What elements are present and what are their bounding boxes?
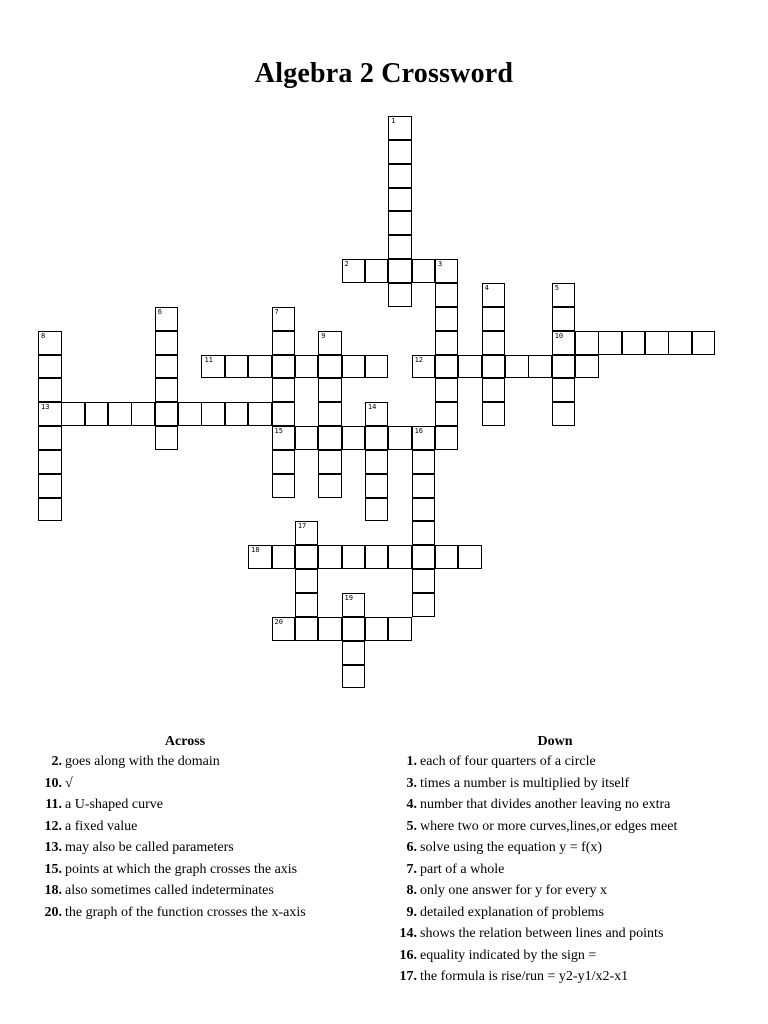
clue-number-label: 13. xyxy=(44,840,62,855)
grid-cell[interactable] xyxy=(365,259,389,283)
clue-item xyxy=(40,751,330,773)
grid-cell[interactable] xyxy=(388,140,412,164)
clue-number-label: 14. xyxy=(399,926,417,941)
grid-cell[interactable] xyxy=(38,426,62,450)
grid-cell[interactable] xyxy=(388,235,412,259)
grid-cell[interactable] xyxy=(412,450,436,474)
clue-number: 3 xyxy=(437,260,443,269)
grid-cell[interactable] xyxy=(342,355,366,379)
grid-cell[interactable] xyxy=(342,426,366,450)
clue-text: also sometimes called indeterminates xyxy=(65,883,274,898)
grid-cell[interactable] xyxy=(295,426,319,450)
grid-cell[interactable] xyxy=(388,188,412,212)
grid-cell[interactable] xyxy=(435,331,459,355)
clue-number-label: 6. xyxy=(406,840,417,855)
grid-cell[interactable] xyxy=(365,474,389,498)
grid-cell[interactable] xyxy=(365,402,389,426)
down-clues xyxy=(395,733,715,988)
grid-cell[interactable] xyxy=(295,521,319,545)
grid-cell[interactable] xyxy=(155,331,179,355)
grid-cell[interactable] xyxy=(295,355,319,379)
clue-number-label: 12. xyxy=(44,818,62,834)
clue-number-label: 15. xyxy=(44,861,62,877)
grid-cell[interactable] xyxy=(412,569,436,593)
clue-item xyxy=(40,902,330,924)
clue-text: goes along with the domain xyxy=(65,754,220,769)
clue-item xyxy=(40,880,330,902)
grid-cell[interactable] xyxy=(272,474,296,498)
clue-number-label: 10. xyxy=(44,775,62,791)
grid-cell[interactable] xyxy=(342,617,366,641)
grid-cell[interactable] xyxy=(272,617,296,641)
clue-item xyxy=(40,773,330,795)
grid-cell[interactable] xyxy=(295,617,319,641)
clue-text: each of four quarters of a circle xyxy=(420,754,596,769)
clue-number: 10 xyxy=(554,331,564,340)
clue-text: times a number is multiplied by itself xyxy=(420,775,630,791)
grid-cell[interactable] xyxy=(272,307,296,331)
clue-item xyxy=(40,837,330,859)
grid-cell[interactable] xyxy=(435,283,459,307)
grid-cell[interactable] xyxy=(435,378,459,402)
grid-cell[interactable] xyxy=(38,378,62,402)
clue-text: the graph of the function crosses the x-axis xyxy=(65,904,306,920)
grid-cell[interactable] xyxy=(435,259,459,283)
clue-text: part of a whole xyxy=(420,861,505,877)
grid-cell[interactable] xyxy=(295,545,319,569)
grid-cell[interactable] xyxy=(388,116,412,140)
clue-number: 16 xyxy=(414,427,424,436)
clue-number-label: 20. xyxy=(44,904,62,920)
grid-cell[interactable] xyxy=(365,355,389,379)
clue-number-label: 4. xyxy=(406,797,417,812)
clue-number-label: 9. xyxy=(406,904,417,920)
grid-cell[interactable] xyxy=(272,450,296,474)
grid-cell[interactable] xyxy=(412,426,436,450)
grid-cell[interactable] xyxy=(412,355,436,379)
grid-cell[interactable] xyxy=(435,355,459,379)
clue-item xyxy=(395,751,715,773)
grid-cell[interactable] xyxy=(342,665,366,689)
grid-cell[interactable] xyxy=(318,331,342,355)
grid-cell[interactable] xyxy=(272,331,296,355)
clue-text: detailed explanation of problems xyxy=(420,904,604,920)
clue-item xyxy=(395,945,715,967)
grid-cell[interactable] xyxy=(622,331,646,355)
clue-text: √ xyxy=(65,775,73,791)
grid-cell[interactable] xyxy=(645,331,669,355)
grid-cell[interactable] xyxy=(388,283,412,307)
grid-cell[interactable] xyxy=(38,402,62,426)
grid-cell[interactable] xyxy=(38,474,62,498)
clue-item xyxy=(395,816,715,838)
grid-cell[interactable] xyxy=(318,545,342,569)
clue-number: 12 xyxy=(414,355,424,364)
grid-cell[interactable] xyxy=(552,331,576,355)
clue-text: a U-shaped curve xyxy=(65,797,163,812)
grid-cell[interactable] xyxy=(318,450,342,474)
grid-cell[interactable] xyxy=(155,307,179,331)
grid-cell[interactable] xyxy=(225,355,249,379)
clue-item xyxy=(395,880,715,902)
grid-cell[interactable] xyxy=(155,378,179,402)
grid-cell[interactable] xyxy=(342,593,366,617)
clue-text: number that divides another leaving no extra xyxy=(420,797,671,812)
clue-item xyxy=(395,923,715,945)
grid-cell[interactable] xyxy=(482,331,506,355)
grid-cell[interactable] xyxy=(248,545,272,569)
grid-cell[interactable] xyxy=(38,355,62,379)
clue-number: 20 xyxy=(274,617,283,626)
grid-cell[interactable] xyxy=(318,402,342,426)
grid-cell[interactable] xyxy=(248,355,272,379)
clue-text: shows the relation between lines and points xyxy=(420,926,664,941)
grid-cell[interactable] xyxy=(552,402,576,426)
clue-number-label: 18. xyxy=(44,883,62,898)
clue-item xyxy=(40,794,330,816)
grid-cell[interactable] xyxy=(318,355,342,379)
across-clue-list xyxy=(40,751,330,923)
grid-cell[interactable] xyxy=(318,378,342,402)
clue-number: 2 xyxy=(344,260,349,269)
grid-cell[interactable] xyxy=(61,402,85,426)
grid-cell[interactable] xyxy=(412,521,436,545)
clue-number-label: 7. xyxy=(406,861,417,877)
grid-cell[interactable] xyxy=(388,545,412,569)
clue-number: 13 xyxy=(41,403,50,412)
clue-number: 14 xyxy=(367,403,377,412)
grid-cell[interactable] xyxy=(342,259,366,283)
grid-cell[interactable] xyxy=(201,355,225,379)
grid-cell[interactable] xyxy=(131,402,155,426)
clue-text: only one answer for y for every x xyxy=(420,883,607,898)
grid-cell[interactable] xyxy=(575,331,599,355)
grid-cell[interactable] xyxy=(412,593,436,617)
clue-number: 5 xyxy=(554,283,559,292)
clue-number: 8 xyxy=(41,331,46,340)
grid-cell[interactable] xyxy=(435,426,459,450)
clue-item xyxy=(40,859,330,881)
grid-cell[interactable] xyxy=(342,545,366,569)
grid-cell[interactable] xyxy=(552,307,576,331)
clue-item xyxy=(395,837,715,859)
grid-cell[interactable] xyxy=(201,402,225,426)
grid-cell[interactable] xyxy=(272,378,296,402)
grid-cell[interactable] xyxy=(598,331,622,355)
grid-cell[interactable] xyxy=(388,164,412,188)
clue-text: may also be called parameters xyxy=(65,840,234,855)
clue-number: 1 xyxy=(391,117,396,125)
grid-cell[interactable] xyxy=(272,355,296,379)
grid-cell[interactable] xyxy=(388,426,412,450)
grid-cell[interactable] xyxy=(482,307,506,331)
clue-number: 6 xyxy=(157,307,162,316)
grid-cell[interactable] xyxy=(365,498,389,522)
grid-cell[interactable] xyxy=(85,402,109,426)
clue-text: points at which the graph crosses the axis xyxy=(65,861,298,877)
clue-text: equality indicated by the sign = xyxy=(420,947,597,963)
grid-cell[interactable] xyxy=(552,355,576,379)
grid-cell[interactable] xyxy=(365,545,389,569)
grid-cell[interactable] xyxy=(435,307,459,331)
clue-number-label: 5. xyxy=(406,818,417,834)
grid-cell[interactable] xyxy=(38,331,62,355)
clue-text: solve using the equation y = f(x) xyxy=(420,840,603,855)
grid-cell[interactable] xyxy=(692,331,716,355)
grid-cell[interactable] xyxy=(388,211,412,235)
grid-cell[interactable] xyxy=(155,402,179,426)
clue-item xyxy=(395,794,715,816)
clue-number: 9 xyxy=(321,331,326,340)
across-clues xyxy=(40,733,330,923)
clue-item xyxy=(395,902,715,924)
grid-cell[interactable] xyxy=(108,402,132,426)
clue-item xyxy=(40,816,330,838)
grid-cell[interactable] xyxy=(528,355,552,379)
grid-cell[interactable] xyxy=(225,402,249,426)
grid-cell[interactable] xyxy=(435,402,459,426)
clue-number: 11 xyxy=(204,355,213,364)
clue-item xyxy=(395,859,715,881)
clue-text: the formula is rise/run = y2-y1/x2-x1 xyxy=(420,969,629,984)
grid-cell[interactable] xyxy=(248,402,272,426)
grid-cell[interactable] xyxy=(155,426,179,450)
grid-cell[interactable] xyxy=(575,355,599,379)
grid-cell[interactable] xyxy=(272,545,296,569)
grid-cell[interactable] xyxy=(412,259,436,283)
grid-cell[interactable] xyxy=(435,545,459,569)
grid-cell[interactable] xyxy=(318,617,342,641)
grid-cell[interactable] xyxy=(342,641,366,665)
grid-cell[interactable] xyxy=(388,259,412,283)
grid-cell[interactable] xyxy=(178,402,202,426)
page-title: Algebra 2 Crossword xyxy=(254,58,514,89)
grid-cell[interactable] xyxy=(482,355,506,379)
clue-number: 15 xyxy=(274,427,283,436)
clue-number-label: 16. xyxy=(399,947,417,963)
grid-cell[interactable] xyxy=(412,474,436,498)
clue-number-label: 2. xyxy=(51,754,62,769)
clue-number: 4 xyxy=(484,283,489,292)
grid-cell[interactable] xyxy=(482,402,506,426)
grid-cell[interactable] xyxy=(318,426,342,450)
grid-cell[interactable] xyxy=(552,378,576,402)
clue-number-label: 11. xyxy=(45,797,62,812)
clue-number: 18 xyxy=(251,546,260,555)
across-heading: Across xyxy=(164,734,206,749)
grid-cell[interactable] xyxy=(272,402,296,426)
clue-number: 7 xyxy=(274,307,279,316)
grid-cell[interactable] xyxy=(482,283,506,307)
grid-cell[interactable] xyxy=(365,450,389,474)
grid-cell[interactable] xyxy=(412,545,436,569)
clue-text: where two or more curves,lines,or edges meet xyxy=(420,818,678,834)
grid-cell[interactable] xyxy=(505,355,529,379)
grid-cell[interactable] xyxy=(295,569,319,593)
grid-cell[interactable] xyxy=(458,545,482,569)
grid-cell[interactable] xyxy=(365,617,389,641)
grid-cell[interactable] xyxy=(458,355,482,379)
clue-number-label: 17. xyxy=(399,969,417,984)
grid-cell[interactable] xyxy=(365,426,389,450)
down-heading: Down xyxy=(537,734,573,749)
clue-number-label: 3. xyxy=(406,775,417,791)
grid-cell[interactable] xyxy=(38,450,62,474)
clue-item xyxy=(395,966,715,988)
clue-number: 19 xyxy=(344,594,353,602)
grid-cell[interactable] xyxy=(668,331,692,355)
clue-number-label: 8. xyxy=(406,883,417,898)
clue-number-label: 1. xyxy=(406,754,417,769)
clue-item xyxy=(395,773,715,795)
clue-text: a fixed value xyxy=(65,818,138,834)
grid-cell[interactable] xyxy=(295,593,319,617)
grid-cell[interactable] xyxy=(388,617,412,641)
grid-cell[interactable] xyxy=(552,283,576,307)
clue-number: 17 xyxy=(297,522,307,531)
grid-cell[interactable] xyxy=(155,355,179,379)
grid-cell[interactable] xyxy=(482,378,506,402)
grid-cell[interactable] xyxy=(38,498,62,522)
grid-cell[interactable] xyxy=(272,426,296,450)
grid-cell[interactable] xyxy=(412,498,436,522)
down-clue-list xyxy=(395,751,715,988)
grid-cell[interactable] xyxy=(318,474,342,498)
